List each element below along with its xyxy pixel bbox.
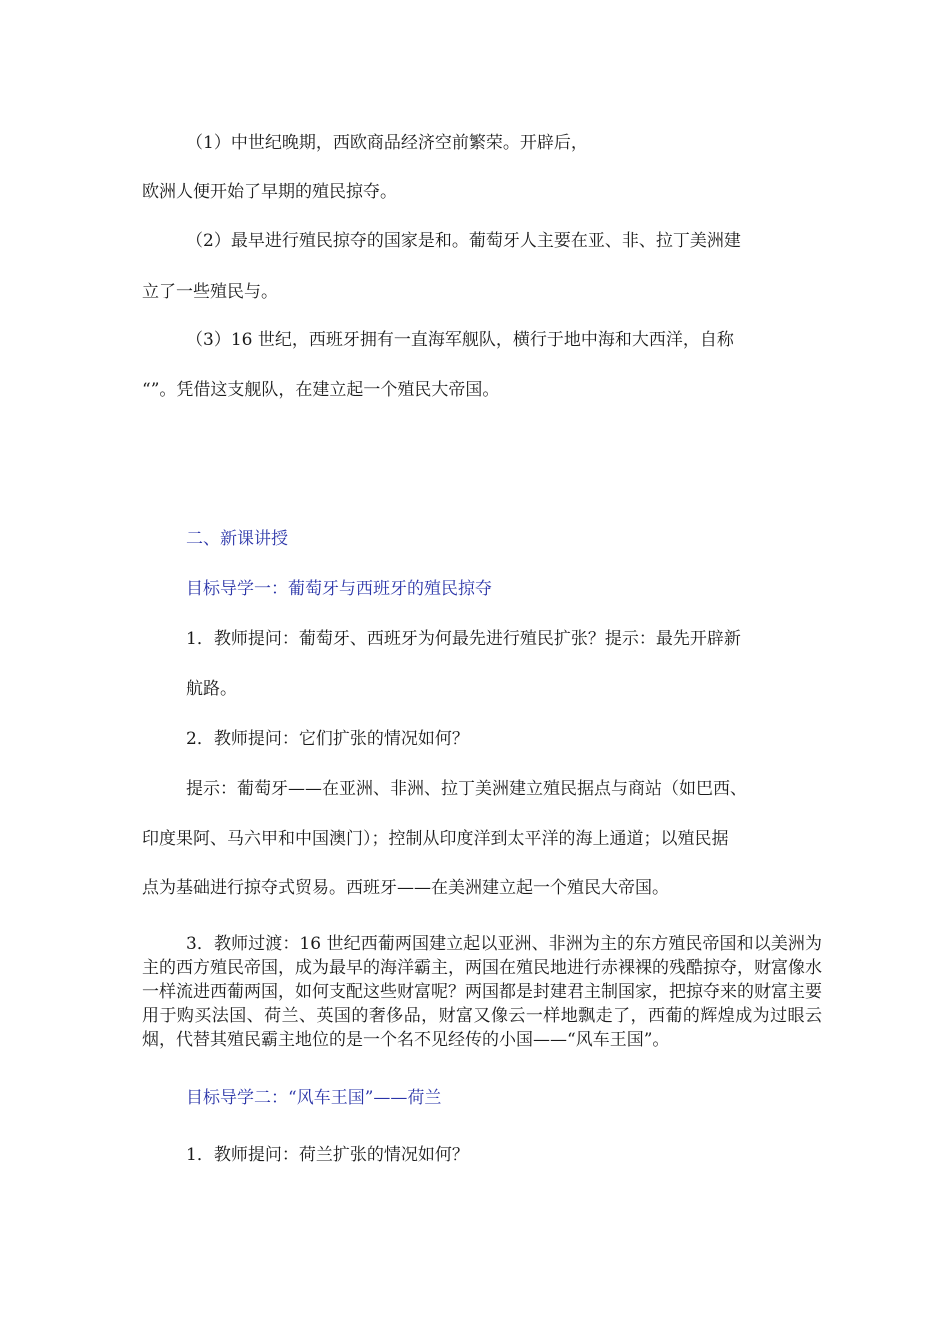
item1-line1: 1．教师提问：葡萄牙、西班牙为何最先进行殖民扩张？提示：最先开辟新 <box>186 629 741 649</box>
hint-line1: 提示：葡萄牙——在亚洲、非洲、拉丁美洲建立殖民据点与商站（如巴西、 <box>186 779 747 799</box>
goal2-item1: 1．教师提问：荷兰扩张的情况如何？ <box>186 1145 469 1165</box>
review-q2-line1: （2）最早进行殖民掠夺的国家是和。葡萄牙人主要在亚、非、拉丁美洲建 <box>186 231 741 251</box>
review-q3-line1: （3）16 世纪，西班牙拥有一直海军舰队，横行于地中海和大西洋，自称 <box>186 330 734 350</box>
section-heading: 二、新课讲授 <box>186 529 288 549</box>
hint-line3: 点为基础进行掠夺式贸易。西班牙——在美洲建立起一个殖民大帝国。 <box>142 878 669 898</box>
item1-line2: 航路。 <box>186 679 237 699</box>
review-q1-line1: （1）中世纪晚期，西欧商品经济空前繁荣。开辟后， <box>186 133 588 153</box>
goal2-heading: 目标导学二：“风车王国”——荷兰 <box>186 1088 442 1108</box>
item3-paragraph: 3．教师过渡：16 世纪西葡两国建立起以亚洲、非洲为主的东方殖民帝国和以美洲为主的西方殖民帝国，成为最早的海洋霸主，两国在殖民地进行赤裸裸的残酷掠夺，财富像水一样流进西葡两国，如何支配这些财富呢？两国都是封建君主制国家，把掠夺来的财富主要用于购买法国、荷兰、英国的奢侈品，财富又像云一样地飘走了，西葡的辉煌成为过眼云烟，代替其殖民霸主地位的是一个名不见经传的小国——“风车王国”。 <box>142 934 822 1050</box>
review-q3-line2: “”。凭借这支舰队，在建立起一个殖民大帝国。 <box>142 380 500 400</box>
hint-line2: 印度果阿、马六甲和中国澳门）；控制从印度洋到太平洋的海上通道；以殖民据 <box>142 829 729 849</box>
item2-line1: 2．教师提问：它们扩张的情况如何？ <box>186 729 469 749</box>
review-q1-line2: 欧洲人便开始了早期的殖民掠夺。 <box>142 182 397 202</box>
review-q2-line2: 立了一些殖民与。 <box>142 282 278 302</box>
goal1-heading: 目标导学一：葡萄牙与西班牙的殖民掠夺 <box>186 579 492 599</box>
